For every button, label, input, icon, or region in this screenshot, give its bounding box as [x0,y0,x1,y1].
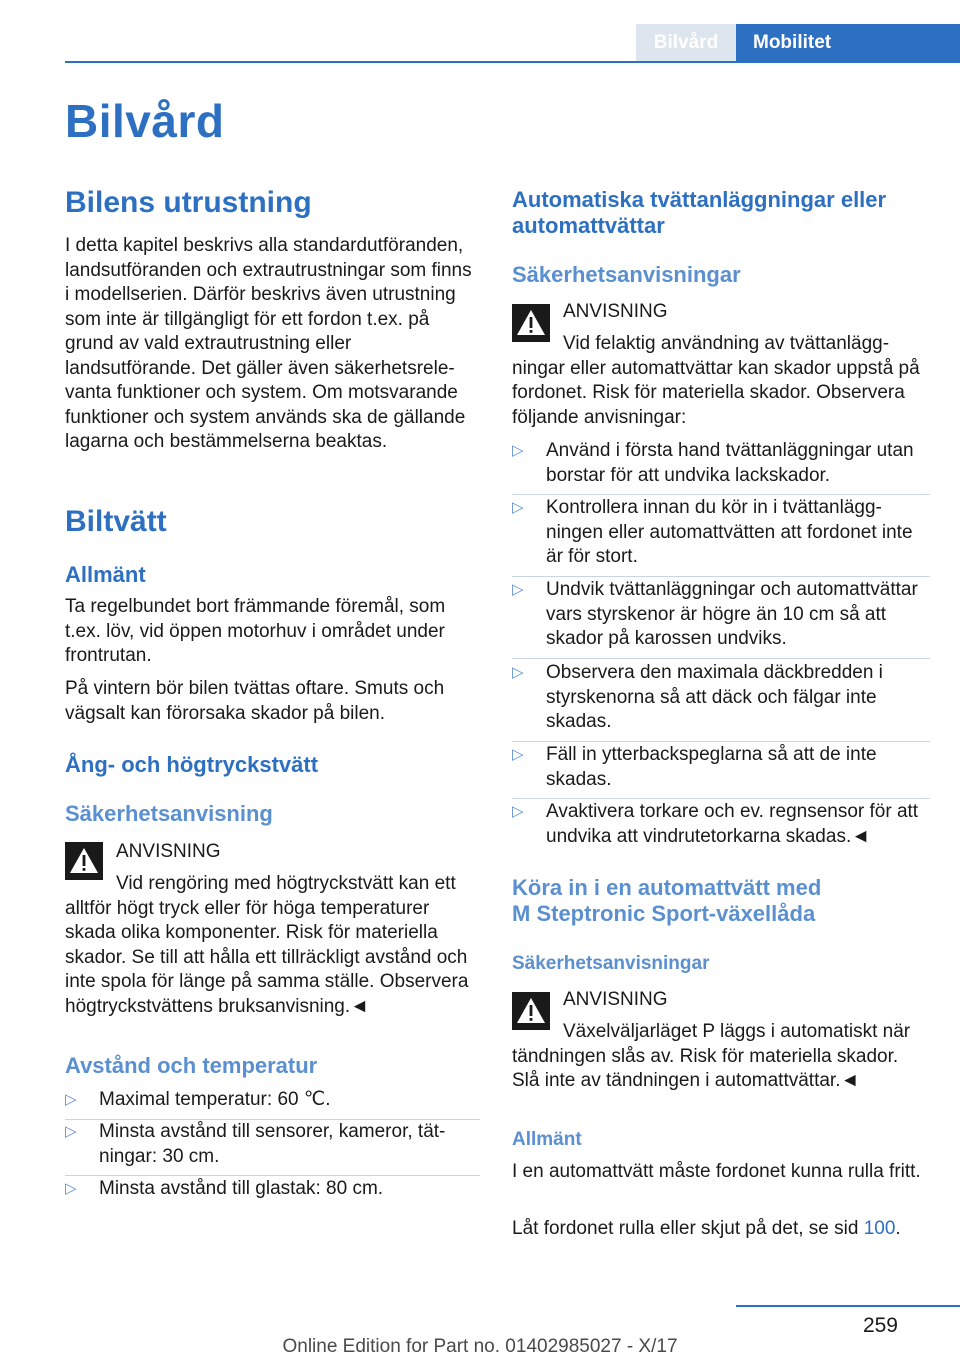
bullet-triangle-icon: ▷ [65,1091,77,1108]
list-item [512,496,930,570]
bullet-triangle-icon: ▷ [65,1123,77,1140]
paragraph-allmant-1: Ta regelbundet bort främmande föremål, som t.ex. löv, vid öppen motorhuv i området under frontrutan. [65,596,446,666]
section-heading-biltvatt: Biltvätt [65,505,167,538]
list-item [512,439,930,488]
tab-bilvard[interactable]: Bilvård [636,24,736,61]
list-divider [512,658,930,659]
list-item [65,1088,480,1113]
list-item [512,578,930,652]
warning-label: ANVISNING [563,989,668,1010]
subheading-allmant-m: Allmänt [512,1129,582,1150]
list-item-text: Observera den maximala däckbredden i styrskenorna så att däck och fälgar inte skadas. [546,662,883,732]
list-item [512,661,930,735]
tab-mobilitet[interactable]: Mobilitet [736,24,960,61]
bullet-triangle-icon: ▷ [512,499,524,516]
paragraph-text-end: . [895,1218,901,1239]
bullet-triangle-icon: ▷ [512,746,524,763]
edition-footer: Online Edition for Part no. 01402985027 - X/17 [282,1336,678,1357]
section-paragraph-utrustning: I detta kapitel beskrivs alla standardutföranden, landsutföranden och extrautrustningar som finns i modellserien. Därför beskrivs även utrustning som inte är tillgängligt för ett fordon t.ex. på grund av vald extrautrustning eller landsutförande. Det gäller även säkerhetsrelevanta funktioner och system. Om motsvarande funktioner och system används ska de gällande lagarna och bestämmelserna beaktas. [65,235,472,452]
paragraph-text: Låt fordonet rulla eller skjut på det, se sid [512,1218,864,1239]
list-divider [512,494,930,495]
list-divider [512,576,930,577]
subheading-ang-hogtryck: Ång- och högtryckstvätt [65,752,319,777]
subheading-sakerhetsanvisningar-m: Säkerhetsanvisningar [512,953,710,974]
subheading-automatiska-tvattanlaggningar: Automatiska tvättanläggningar eller automattvättar [512,187,887,238]
bullet-triangle-icon: ▷ [512,803,524,820]
page-title: Bilvård [65,95,225,147]
warning-text: Vid felaktig användning av tvättanläggningar eller automattvättar kan skador uppstå på fordonet. Risk för materiella skador. Observera följande anvisningar: [512,333,920,428]
paragraph-allmant-m-2 [512,1217,930,1242]
bullet-triangle-icon: ▷ [512,664,524,681]
warning-label: ANVISNING [116,841,221,862]
list-divider [512,741,930,742]
bullet-triangle-icon: ▷ [65,1180,77,1197]
list-item-text: Använd i första hand tvättanläggningar utan borstar för att undvika lackskador. [546,440,914,486]
list-divider [65,1175,480,1176]
list-item-text: Minsta avstånd till glastak: 80 cm. [99,1178,384,1199]
list-item-text: Maximal temperatur: 60 ℃. [99,1089,331,1110]
bullet-triangle-icon: ▷ [512,581,524,598]
page-number: 259 [862,1314,898,1337]
bullet-triangle-icon: ▷ [512,442,524,459]
section-heading-bilens-utrustning: Bilens utrustning [65,186,312,219]
list-item-text: Minsta avstånd till sensorer, kameror, tätningar: 30 cm. [99,1121,446,1167]
list-item [65,1120,480,1169]
header-divider [65,61,960,63]
list-item-text: Avaktivera torkare och ev. regnsensor för att undvika att vindrutetorkarna skadas.◄ [546,801,919,847]
list-item [512,800,930,849]
footer-divider [736,1305,960,1307]
list-item-text: Kontrollera innan du kör in i tvättanläggningen eller automattvätten att fordonet inte är för stort. [546,497,913,567]
list-item-text: Fäll in ytterbackspeglarna så att de inte skadas. [546,744,877,790]
list-item [512,743,930,792]
page-header [0,0,960,62]
warning-text: Växelväljarläget P läggs i automatiskt när tändningen slås av. Risk för materiella skador. Slå inte av tändningen i automattvättar.◄ [512,1021,911,1091]
subheading-sakerhetsanvisningar: Säkerhetsanvisningar [512,262,741,287]
subheading-kora-in-automattvatt: Köra in i en automattvätt med M Steptronic Sport-växellåda [512,875,822,926]
subheading-avstand-temperatur: Avstånd och temperatur [65,1053,318,1078]
paragraph-allmant-2: På vintern bör bilen tvättas oftare. Smuts och vägsalt kan förorsaka skador på bilen. [65,678,445,724]
list-item-text: Undvik tvättanläggningar och automattvättar vars styrskenor är högre än 10 cm så att skador på karossen undviks. [546,579,918,649]
warning-label: ANVISNING [563,301,668,322]
list-item [65,1177,480,1202]
list-divider [512,798,930,799]
paragraph-allmant-m-1: I en automattvätt måste fordonet kunna rulla fritt. [512,1161,921,1182]
subheading-sakerhetsanvisning: Säkerhetsanvisning [65,801,273,826]
subheading-allmant: Allmänt [65,562,146,587]
warning-text: Vid rengöring med högtryckstvätt kan ett alltför högt tryck eller för höga temperaturer skada olika komponenter. Risk för materiella skador. Se till att hålla ett tillräckligt avstånd och inte spola för länge på samma ställe. Observera högtryckstvättens bruksanvisning.◄ [65,873,469,1017]
page-reference-link[interactable]: 100 [863,1218,896,1239]
